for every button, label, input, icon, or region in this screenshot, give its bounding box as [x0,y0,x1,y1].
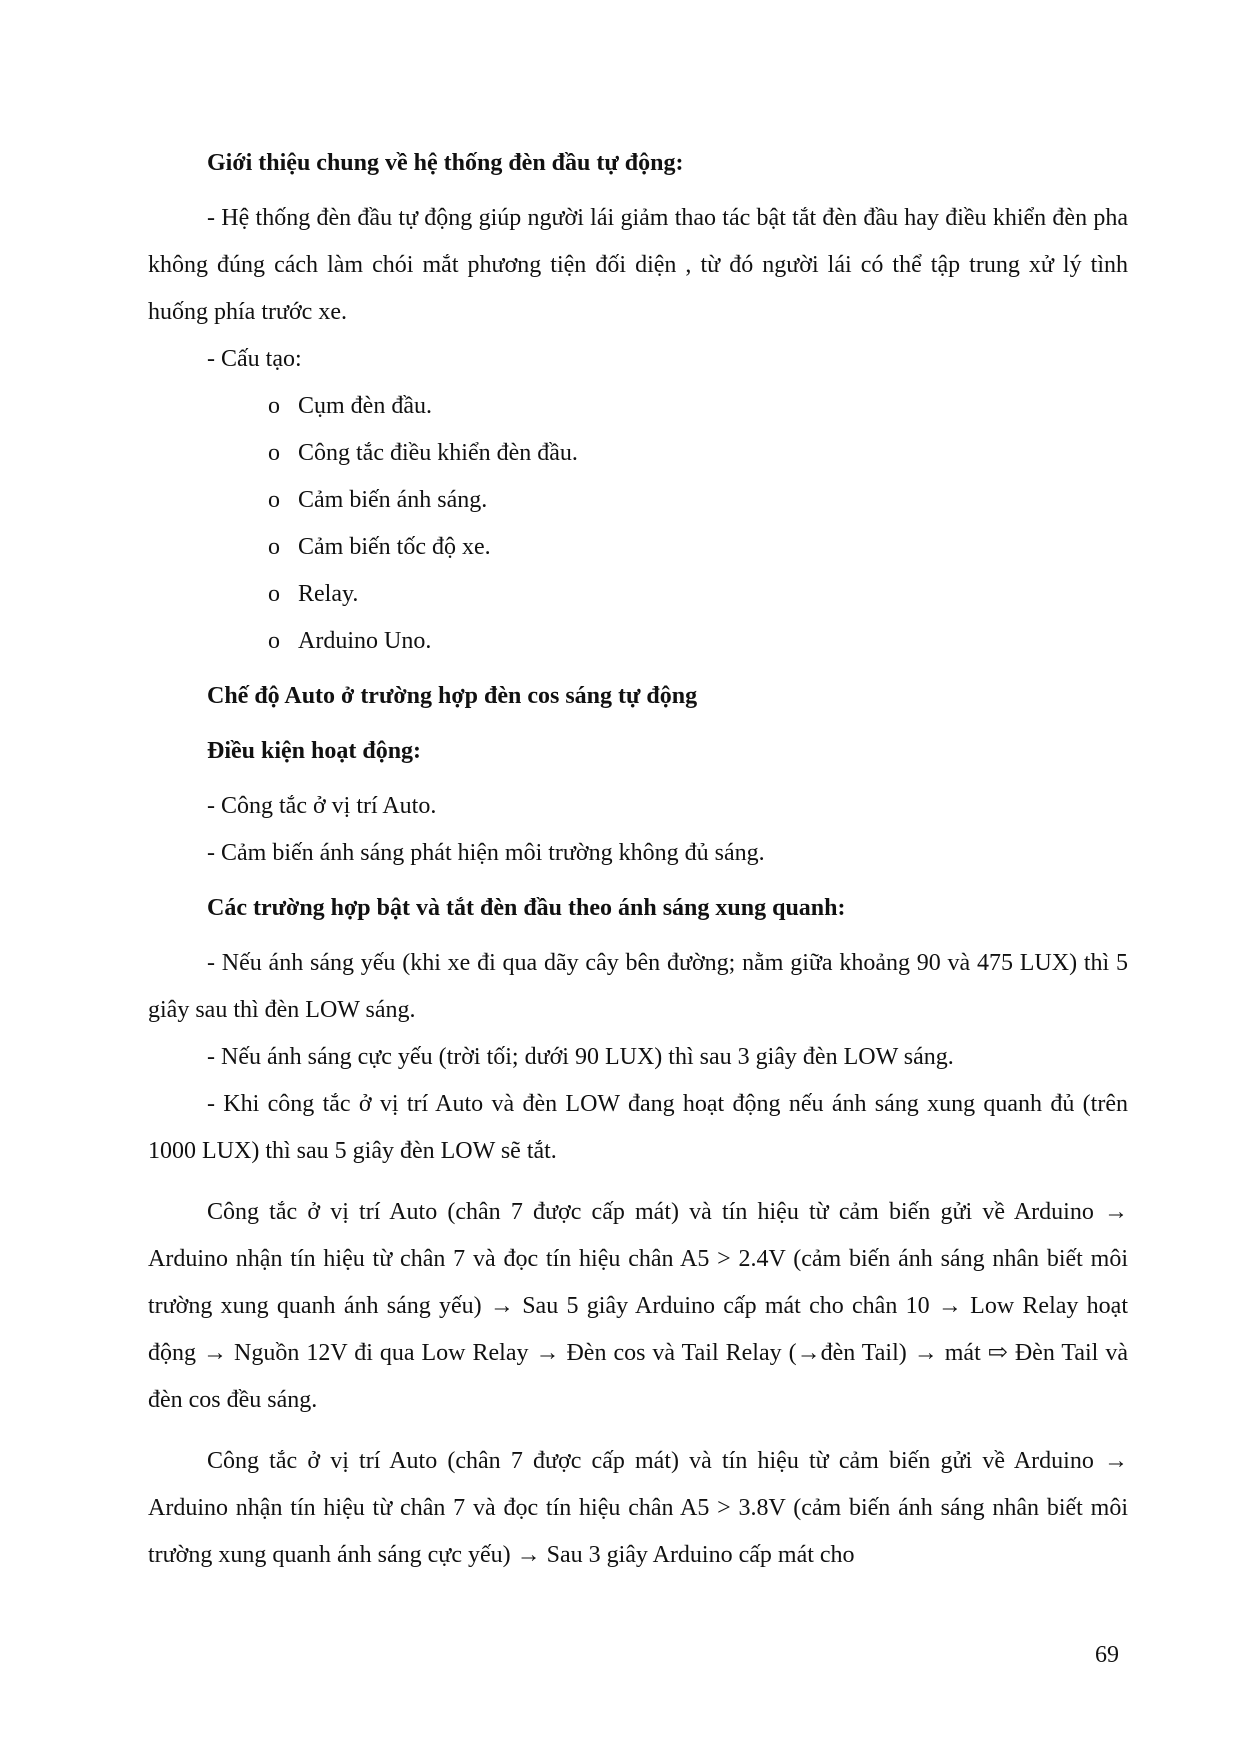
page-body [148,140,1128,1579]
auto-mode-heading: Chế độ Auto ở trường hợp đèn cos sáng tự động [207,683,698,709]
explanation-paragraph: Công tắc ở vị trí Auto (chân 7 được cấp mát) và tín hiệu từ cảm biến gửi về Arduino → Arduino nhận tín hiệu từ chân 7 và đọc tín hiệu chân A5 > 2.4V (cảm biến ánh sáng nhân biết môi trường xung quanh ánh sáng yếu) → Sau 5 giây Arduino cấp mát cho chân 10 → Low Relay hoạt động → Nguồn 12V đi qua Low Relay → Đèn cos và Tail Relay (→đèn Tail) → mát ⇨ Đèn Tail và đèn cos đều sáng. [148,1199,1128,1413]
cases-heading: Các trường hợp bật và tắt đèn đầu theo ánh sáng xung quanh: [207,895,846,921]
list-item [268,618,1128,665]
case-item: - Nếu ánh sáng yếu (khi xe đi qua dãy cây bên đường; nằm giữa khoảng 90 và 475 LUX) thì 5 giây sau thì đèn LOW sáng. [148,950,1128,1023]
component-label: Công tắc điều khiển đèn đầu. [298,440,578,466]
bullet-icon: o [268,440,280,466]
structure-label: - Cấu tạo: [207,346,302,372]
page-number: 69 [1095,1642,1119,1668]
bullet-icon: o [268,393,280,419]
list-item [268,430,1128,477]
condition-item: - Công tắc ở vị trí Auto. [207,793,437,819]
condition-item: - Cảm biến ánh sáng phát hiện môi trường không đủ sáng. [207,840,765,866]
list-item [268,524,1128,571]
bullet-icon: o [268,581,280,607]
list-item [268,477,1128,524]
component-label: Cụm đèn đầu. [298,393,432,419]
explanation-paragraph: Công tắc ở vị trí Auto (chân 7 được cấp mát) và tín hiệu từ cảm biến gửi về Arduino → Arduino nhận tín hiệu từ chân 7 và đọc tín hiệu chân A5 > 3.8V (cảm biến ánh sáng nhân biết môi trường xung quanh ánh sáng cực yếu) → Sau 3 giây Arduino cấp mát cho [148,1448,1128,1568]
bullet-icon: o [268,534,280,560]
case-item: - Khi công tắc ở vị trí Auto và đèn LOW đang hoạt động nếu ánh sáng xung quanh đủ (trên 1000 LUX) thì sau 5 giây đèn LOW sẽ tắt. [148,1091,1128,1164]
conditions-heading: Điều kiện hoạt động: [207,738,422,764]
component-label: Relay. [298,581,359,607]
list-item [268,383,1128,430]
case-item: - Nếu ánh sáng cực yếu (trời tối; dưới 90 LUX) thì sau 3 giây đèn LOW sáng. [207,1044,954,1070]
intro-heading: Giới thiệu chung về hệ thống đèn đầu tự động: [207,150,684,176]
component-label: Cảm biến ánh sáng. [298,487,488,513]
list-item [268,571,1128,618]
bullet-icon: o [268,487,280,513]
component-list [148,383,1128,665]
bullet-icon: o [268,628,280,654]
component-label: Cảm biến tốc độ xe. [298,534,491,560]
intro-paragraph: - Hệ thống đèn đầu tự động giúp người lái giảm thao tác bật tắt đèn đầu hay điều khiển đèn pha không đúng cách làm chói mắt phương tiện đối diện , từ đó người lái có thể tập trung xử lý tình huống phía trước xe. [148,205,1128,325]
component-label: Arduino Uno. [298,628,432,654]
